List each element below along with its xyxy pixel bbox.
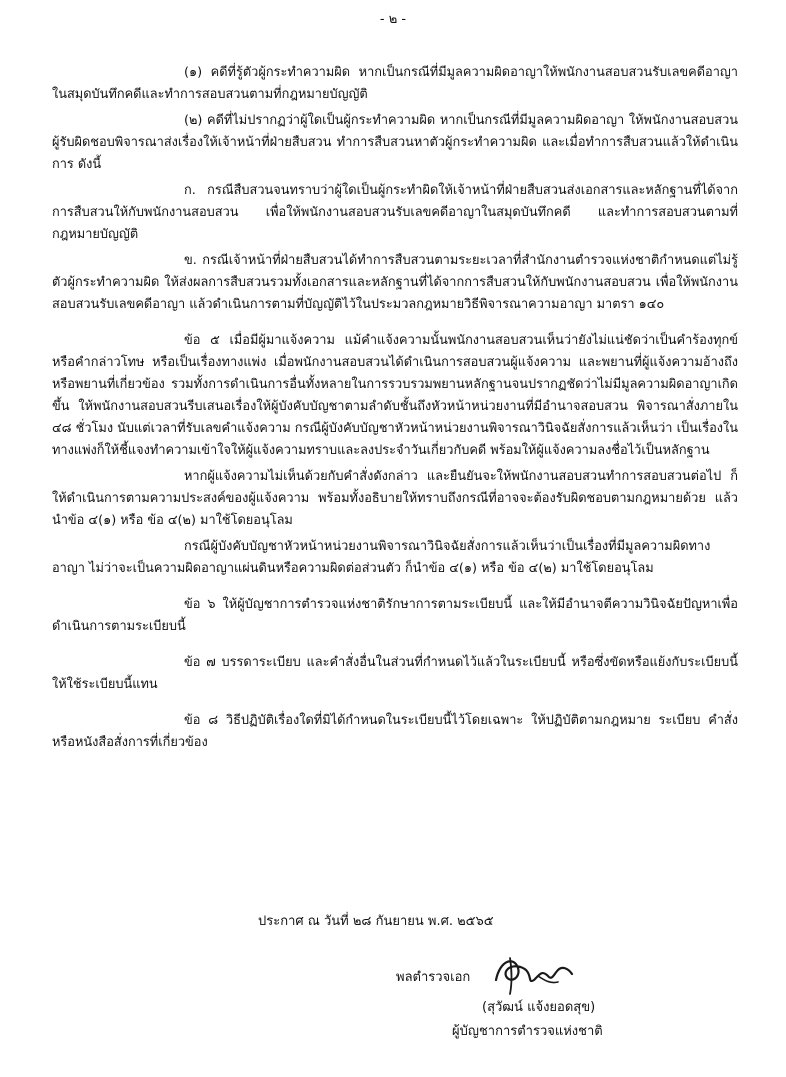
paragraph-item-2: (๒) คดีที่ไม่ปรากฏว่าผู้ใดเป็นผู้กระทำความผิด หากเป็นกรณีที่มีมูลความผิดอาญา ให้พนักงานสอบสวนผู้รับผิดชอบพิจารณาส่งเรื่องให้เจ้าหน้าที่ฝ่ายสืบสวน ทำการสืบสวนหาตัวผู้กระทำความผิด และเมื่อทำการสืบสวนแล้วให้ดำเนินการ ดังนี้ [52, 113, 738, 172]
handwritten-signature [488, 950, 588, 996]
paragraph-article-6: ข้อ ๖ ให้ผู้บัญชาการตำรวจแห่งชาติรักษาการตามระเบียบนี้ และให้มีอำนาจตีความวินิจฉัยปัญหาเพื่อดำเนินการตามระเบียบนี้ [52, 597, 738, 634]
signer-position: ผู้บัญชาการตำรวจแห่งชาติ [452, 1024, 603, 1039]
paragraph-article-5-objection: หากผู้แจ้งความไม่เห็นด้วยกับคำสั่งดังกล่าว และยืนยันจะให้พนักงานสอบสวนทำการสอบสวนต่อไป ก็ให้ดำเนินการตามความประสงค์ของผู้แจ้งความ พร้อมทั้งอธิบายให้ทราบถึงกรณีที่อาจจะต้องรับผิดชอบตามกฎหมายด้วย แล้วนำข้อ ๔(๑) หรือ ข้อ ๔(๒) มาใช้โดยอนุโลม [52, 469, 738, 528]
signer-rank: พลตำรวจเอก [396, 970, 471, 985]
paragraph-sub-ko: ก. กรณีสืบสวนจนทราบว่าผู้ใดเป็นผู้กระทำผิดให้เจ้าหน้าที่ฝ่ายสืบสวนส่งเอกสารและหลักฐานที่ได้จากการสืบสวนให้กับพนักงานสอบสวน เพื่อให้พนักงานสอบสวนรับเลขคดีอาญาในสมุดบันทึกคดี และทำการสอบสวนตามที่กฎหมายบัญญัติ [52, 183, 738, 242]
announcement-date: ประกาศ ณ วันที่ ๒๘ กันยายน พ.ศ. ๒๕๖๕ [258, 914, 494, 929]
paragraph-sub-kho: ข. กรณีเจ้าหน้าที่ฝ่ายสืบสวนได้ทำการสืบสวนตามระยะเวลาที่สำนักงานตำรวจแห่งชาติกำหนดแต่ไม่รู้ตัวผู้กระทำความผิด ให้ส่งผลการสืบสวนรวมทั้งเอกสารและหลักฐานที่ได้จากการสืบสวนให้กับพนักงานสอบสวน เพื่อให้พนักงานสอบสวนรับเลขคดีอาญา แล้วดำเนินการตามที่บัญญัติไว้ในประมวลกฎหมายวิธีพิจารณาความอาญา มาตรา ๑๔๐ [52, 253, 738, 312]
paragraph-article-7: ข้อ ๗ บรรดาระเบียบ และคำสั่งอื่นในส่วนที่กำหนดไว้แล้วในระเบียบนี้ หรือซึ่งขัดหรือแย้งกับระเบียบนี้ ให้ใช้ระเบียบนี้แทน [52, 655, 738, 692]
paragraph-item-1: (๑) คดีที่รู้ตัวผู้กระทำความผิด หากเป็นกรณีที่มีมูลความผิดอาญาให้พนักงานสอบสวนรับเลขคดีอาญาในสมุดบันทึกคดีและทำการสอบสวนตามที่กฎหมายบัญญัติ [52, 65, 738, 102]
paragraph-article-5: ข้อ ๕ เมื่อมีผู้มาแจ้งความ แม้คำแจ้งความนั้นพนักงานสอบสวนเห็นว่ายังไม่แน่ชัดว่าเป็นคำร้องทุกข์หรือคำกล่าวโทษ หรือเป็นเรื่องทางแพ่ง เมื่อพนักงานสอบสวนได้ดำเนินการสอบสวนผู้แจ้งความ และพยานที่ผู้แจ้งความอ้างถึง หรือพยานที่เกี่ยวข้อง รวมทั้งการดำเนินการอื่นทั้งหลายในการรวบรวมพยานหลักฐานจนปรากฏชัดว่าไม่มีมูลความผิดอาญาเกิดขึ้น ให้พนักงานสอบสวนรีบเสนอเรื่องให้ผู้บังคับบัญชาตามลำดับชั้นถึงหัวหน้าหน่วยงานที่มีอำนาจสอบสวน พิจารณาสั่งภายใน ๔๘ ชั่วโมง นับแต่เวลาที่รับเลขคำแจ้งความ กรณีผู้บังคับบัญชาหัวหน้าหน่วยงานพิจารณาวินิจฉัยสั่งการแล้วเห็นว่า เป็นเรื่องในทางแพ่งก็ให้ชี้แจงทำความเข้าใจให้ผู้แจ้งความทราบและลงประจำวันเกี่ยวกับคดี พร้อมให้ผู้แจ้งความลงชื่อไว้เป็นหลักฐาน [52, 333, 738, 458]
page-number: - ๒ - [379, 12, 407, 27]
signer-name: (สุวัฒน์ แจ้งยอดสุข) [482, 1000, 596, 1015]
paragraph-article-5-criminal: กรณีผู้บังคับบัญชาหัวหน้าหน่วยงานพิจารณาวินิจฉัยสั่งการแล้วเห็นว่าเป็นเรื่องที่มีมูลความผิดทางอาญา ไม่ว่าจะเป็นความผิดอาญาแผ่นดินหรือความผิดต่อส่วนตัว ก็นำข้อ ๔(๑) หรือ ข้อ ๔(๒) มาใช้โดยอนุโลม [52, 539, 711, 576]
document-body [52, 62, 738, 754]
paragraph-article-8: ข้อ ๘ วิธีปฏิบัติเรื่องใดที่มิได้กำหนดในระเบียบนี้ไว้โดยเฉพาะ ให้ปฏิบัติตามกฎหมาย ระเบียบ คำสั่ง หรือหนังสือสั่งการที่เกี่ยวข้อง [52, 713, 738, 750]
